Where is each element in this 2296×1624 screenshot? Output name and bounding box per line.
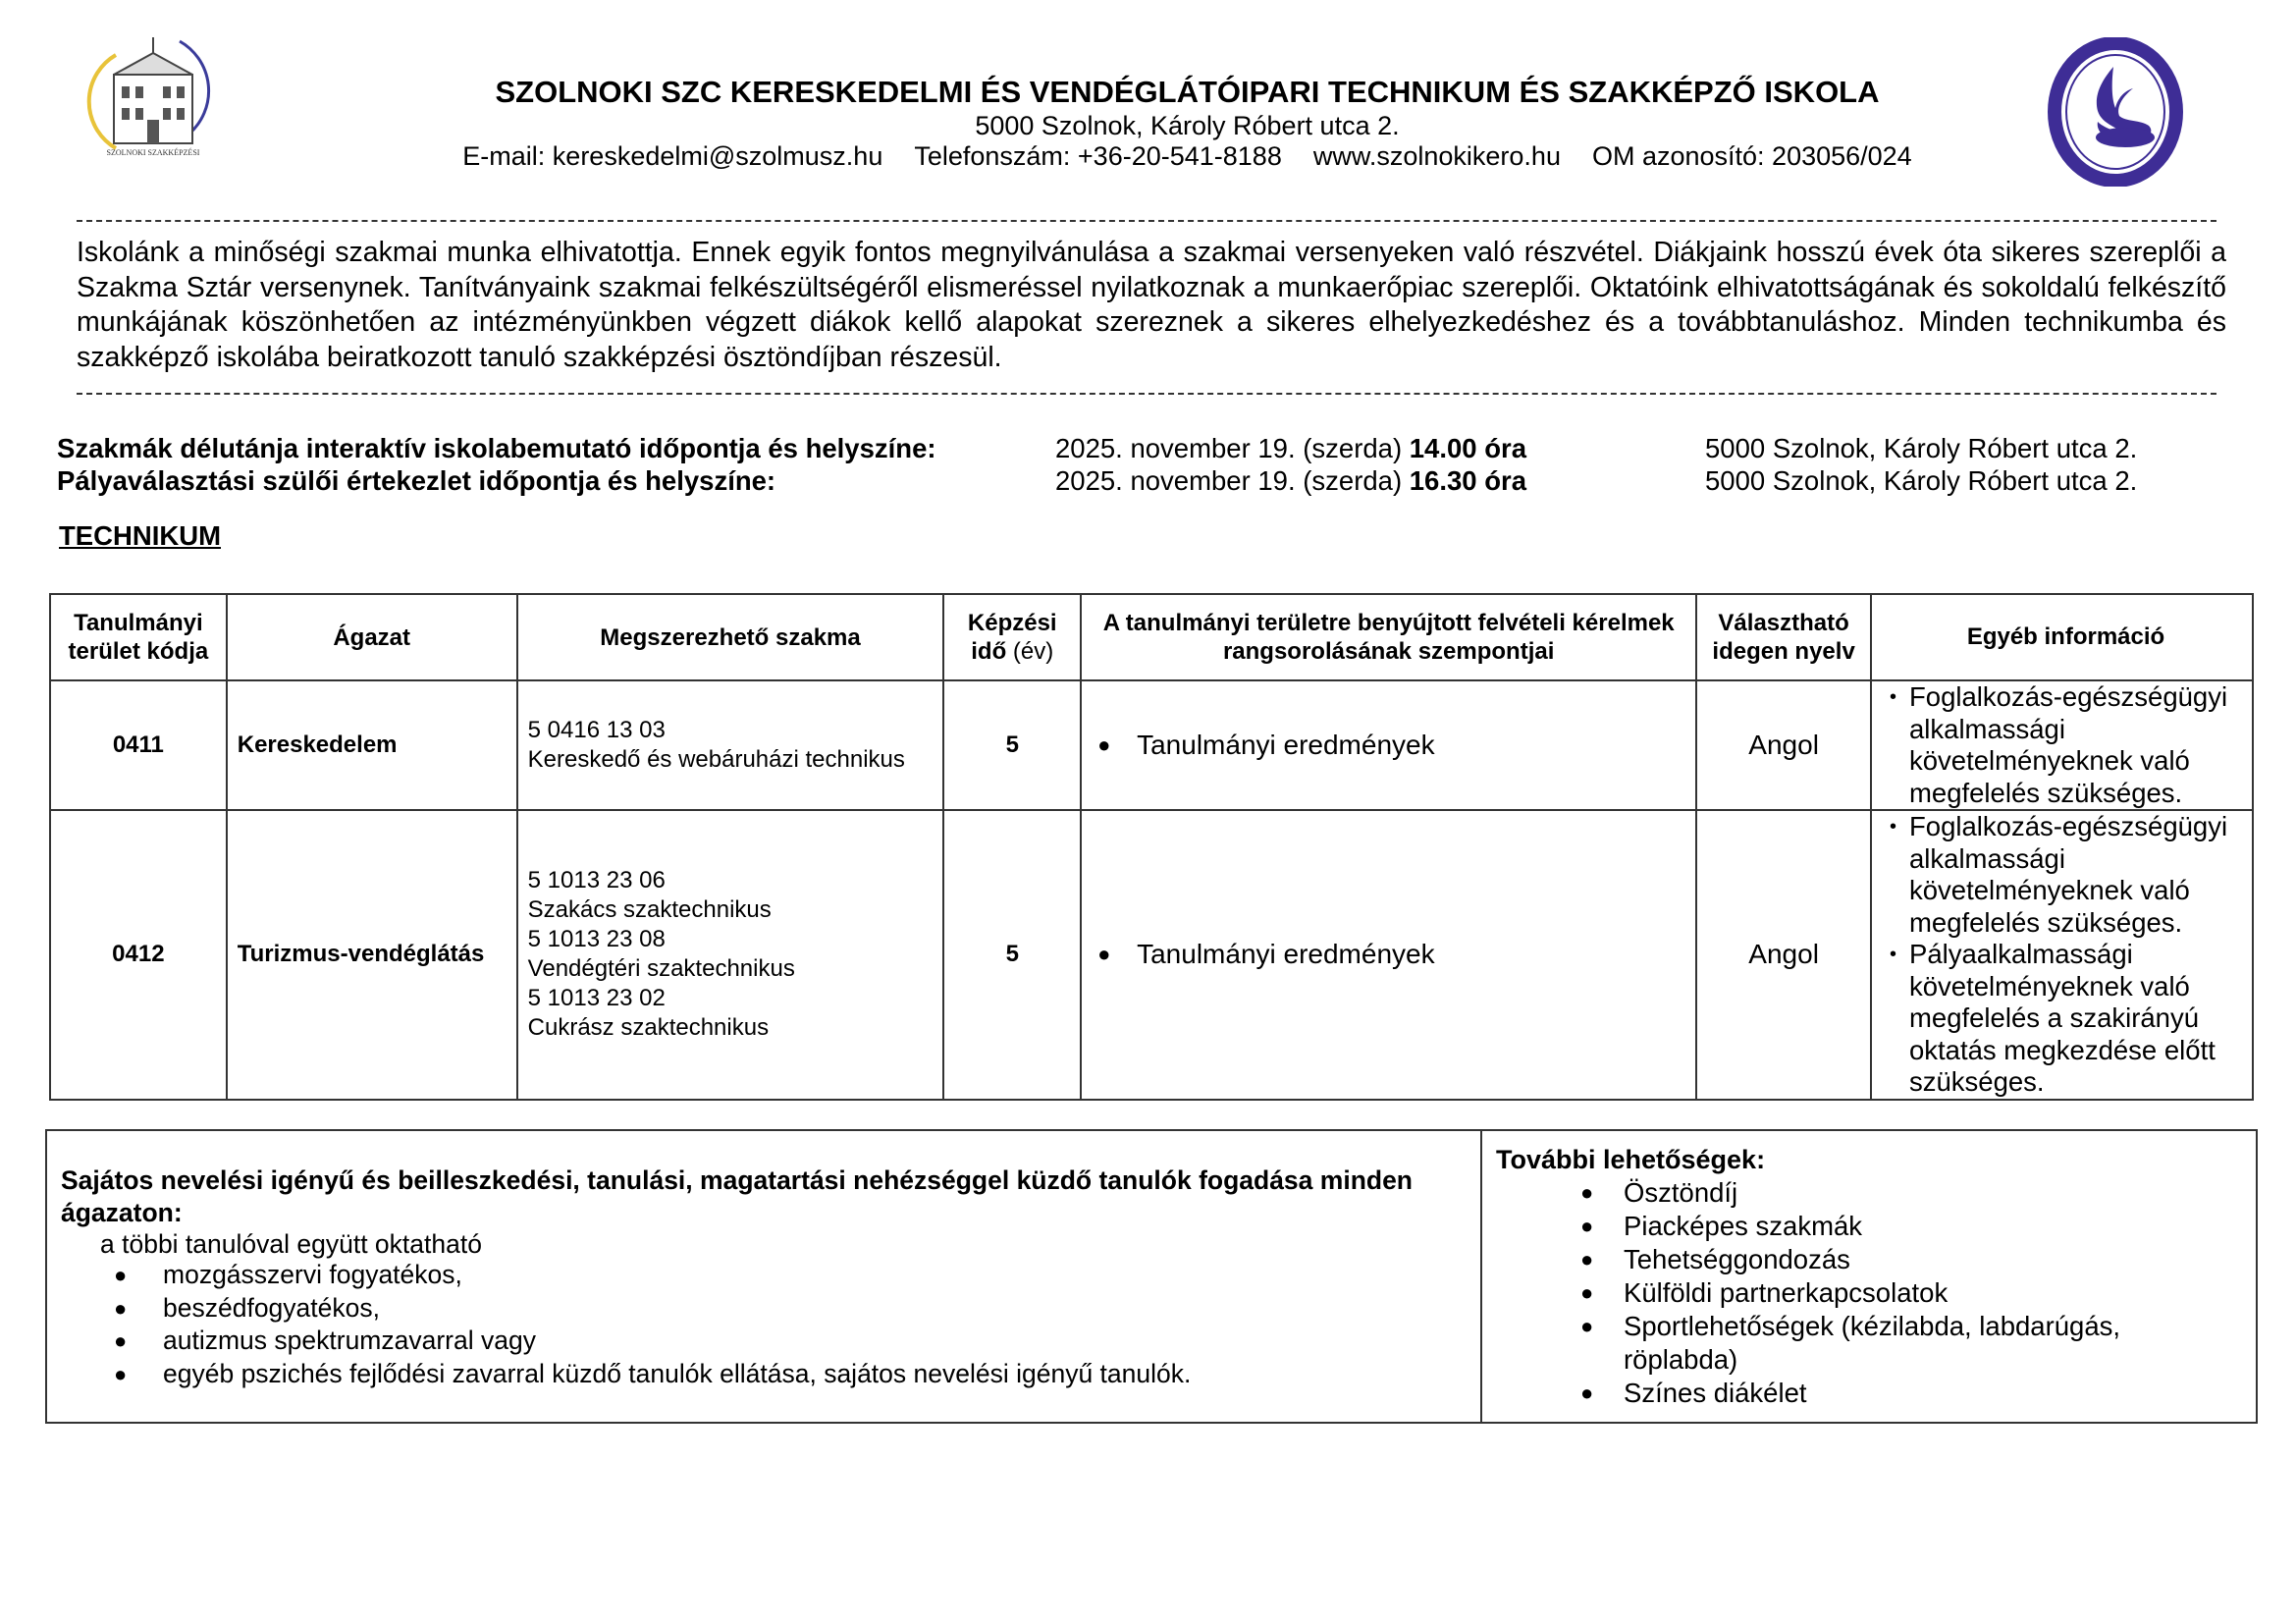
cell-profession — [517, 810, 944, 1100]
profession-name: Szakács szaktechnikus — [527, 896, 772, 924]
list-item-text: Külföldi partnerkapcsolatok — [1624, 1277, 1949, 1308]
school-address: 5000 Szolnok, Károly Róbert utca 2. — [975, 111, 1400, 140]
list-item-text: Tehetséggondozás — [1624, 1244, 1850, 1274]
cell-sector: Turizmus-vendéglátás — [227, 810, 517, 1100]
list-item-text: egyéb pszichés fejlődési zavarral küzdő tanulók ellátása, sajátos nevelési igényű tanulók. — [163, 1358, 1192, 1388]
bullet-icon: ● — [114, 1263, 128, 1287]
dashed-divider — [77, 393, 2216, 395]
table-row — [50, 810, 2253, 1100]
list-item-text: Piacképes szakmák — [1624, 1211, 1863, 1241]
event-date — [1055, 432, 1705, 464]
list-item-text: autizmus spektrumzavarral vagy — [163, 1326, 536, 1355]
profession-name: Cukrász szaktechnikus — [527, 1014, 770, 1042]
profession-code: 5 1013 23 08 — [527, 926, 666, 953]
list-item-text: mozgásszervi fogyatékos, — [163, 1260, 462, 1289]
event-place: 5000 Szolnok, Károly Róbert utca 2. — [1705, 433, 2138, 463]
school-name: SZOLNOKI SZC KERESKEDELMI ÉS VENDÉGLÁTÓIPARI TECHNIKUM ÉS SZAKKÉPZŐ ISKOLA — [495, 75, 1880, 109]
bullet-icon: ● — [1097, 732, 1111, 757]
info-text: Foglalkozás-egészségügyi alkalmassági követelményeknek való megfelelés szükséges. — [1909, 681, 2228, 808]
list-item — [114, 1325, 1191, 1358]
bullet-icon: ● — [1097, 942, 1111, 967]
event-place: 5000 Szolnok, Károly Róbert utca 2. — [1705, 465, 2138, 496]
list-item — [1580, 1310, 2130, 1377]
event-date-text: 2025. november 19. (szerda) — [1055, 433, 1403, 463]
cell-criteria — [1081, 810, 1696, 1100]
cell-code: 0411 — [50, 680, 227, 810]
cell-profession — [517, 680, 944, 810]
profession-name: Kereskedő és webáruházi technikus — [527, 746, 905, 773]
header-criteria: A tanulmányi területre benyújtott felvételi kérelmek rangsorolásának szempontjai — [1081, 594, 1696, 680]
bullet-icon: ● — [1580, 1280, 1594, 1305]
bullet-icon: ● — [1580, 1247, 1594, 1272]
bullet-icon: ● — [114, 1361, 128, 1386]
event-row — [57, 432, 2137, 464]
criteria-text: Tanulmányi eredmények — [1137, 730, 1435, 760]
list-item-text: Színes diákélet — [1624, 1378, 1807, 1408]
email-link[interactable]: E-mail: kereskedelmi@szolmusz.hu — [462, 141, 883, 171]
school-logo-right — [2047, 37, 2184, 187]
section-title: TECHNIKUM — [59, 520, 221, 551]
cell-info — [1871, 680, 2253, 810]
bullet-icon: ● — [114, 1295, 128, 1321]
special-needs-title: Sajátos nevelési igényű és beilleszkedési, tanulási, magatartási nehézséggel küzdő tanulók fogadása minden ágazaton: — [61, 1165, 1413, 1227]
info-item — [1890, 811, 2242, 939]
bullet-icon: • — [1890, 944, 1897, 965]
list-item — [114, 1259, 1191, 1292]
bullet-icon: ● — [1580, 1380, 1594, 1405]
profession-code: 5 0416 13 03 — [527, 717, 666, 743]
header-language: Választható idegen nyelv — [1696, 594, 1871, 680]
header-code: Tanulmányi terület kódja — [50, 594, 227, 680]
list-item — [1580, 1377, 2130, 1410]
info-item — [1890, 939, 2242, 1099]
special-needs-panel — [47, 1131, 1482, 1422]
list-item — [1580, 1176, 2130, 1210]
list-item — [114, 1292, 1191, 1326]
cell-duration: 5 — [943, 810, 1081, 1100]
info-item — [1890, 681, 2242, 809]
bullet-icon: • — [1890, 686, 1897, 708]
cell-language: Angol — [1696, 680, 1871, 810]
list-item-text: Ösztöndíj — [1624, 1177, 1738, 1208]
cell-code: 0412 — [50, 810, 227, 1100]
contact-line — [39, 141, 2296, 172]
profession-code: 5 1013 23 06 — [527, 867, 666, 894]
event-time: 16.30 óra — [1409, 465, 1527, 496]
bullet-icon: ● — [114, 1328, 128, 1353]
special-needs-subtitle: a többi tanulóval együtt oktatható — [100, 1229, 482, 1259]
svg-text:SZOLNOKI SZAKKÉPZÉSI: SZOLNOKI SZAKKÉPZÉSI — [106, 148, 200, 157]
phone-number: Telefonszám: +36-20-541-8188 — [914, 141, 1282, 171]
special-needs-list — [114, 1259, 1191, 1390]
om-id: OM azonosító: 203056/024 — [1591, 141, 1912, 171]
cell-info — [1871, 810, 2253, 1100]
profession-name: Vendégtéri szaktechnikus — [527, 955, 795, 983]
event-time: 14.00 óra — [1409, 433, 1527, 463]
list-item — [1580, 1276, 2130, 1310]
cell-language: Angol — [1696, 810, 1871, 1100]
website-link[interactable]: www.szolnokikero.hu — [1312, 141, 1561, 171]
info-text: Foglalkozás-egészségügyi alkalmassági követelményeknek való megfelelés szükséges. — [1909, 811, 2228, 938]
list-item-text: beszédfogyatékos, — [163, 1292, 380, 1323]
additional-info-box — [45, 1129, 2258, 1424]
profession-code: 5 1013 23 02 — [527, 985, 666, 1012]
opportunities-panel — [1482, 1131, 2256, 1422]
events-list — [57, 432, 2137, 497]
list-item — [1580, 1243, 2130, 1276]
opportunities-title: További lehetőségek: — [1496, 1145, 1766, 1174]
list-item — [1580, 1210, 2130, 1243]
cell-duration: 5 — [943, 680, 1081, 810]
list-item-text: Sportlehetőségek (kézilabda, labdarúgás, röplabda) — [1624, 1311, 2121, 1375]
programs-table — [49, 593, 2254, 1101]
event-date-text: 2025. november 19. (szerda) — [1055, 465, 1403, 496]
dashed-divider — [77, 220, 2216, 222]
table-row — [50, 680, 2253, 810]
event-label: Pályaválasztási szülői értekezlet időpontja és helyszíne: — [57, 465, 776, 496]
header-sector: Ágazat — [227, 594, 517, 680]
criteria-text: Tanulmányi eredmények — [1137, 939, 1435, 970]
header-duration-label: Képzési idő — [967, 610, 1057, 665]
header-duration — [943, 594, 1081, 680]
bullet-icon: ● — [1580, 1314, 1594, 1338]
cell-criteria — [1081, 680, 1696, 810]
cell-sector: Kereskedelem — [227, 680, 517, 810]
intro-paragraph: Iskolánk a minőségi szakmai munka elhivatottja. Ennek egyik fontos megnyilvánulása a szakmai versenyeken való részvétel. Diákjaink hosszú évek óta sikeres szereplői a Szakma Sztár versenynek. Tanítványaink szakmai felkészültségéről elismeréssel nyilatkoznak a munkaerőpiac szereplői. Oktatóink elhivatottságának és sokoldalú felkészítő munkájának köszönhetően az intézményünkben végzett diákok kellő alapokat szereznek a sikeres elhelyezkedéshez és a továbbtanuláshoz. Minden technikumba és szakképző iskolába beiratkozott tanuló szakképzési ösztöndíjban részesül. — [77, 237, 2226, 373]
event-date — [1055, 464, 1705, 497]
bullet-icon: ● — [1580, 1214, 1594, 1238]
header-info: Egyéb információ — [1871, 594, 2253, 680]
opportunities-list — [1580, 1176, 2130, 1410]
list-item — [114, 1358, 1191, 1391]
event-row — [57, 464, 2137, 497]
bullet-icon: • — [1890, 816, 1897, 838]
header-profession: Megszerezhető szakma — [517, 594, 944, 680]
table-header-row — [50, 594, 2253, 680]
header-duration-unit: (év) — [1012, 638, 1054, 665]
bullet-icon: ● — [1580, 1180, 1594, 1205]
info-text: Pályaalkalmassági követelményeknek való megfelelés a szakirányú oktatás megkezdése előtt szükséges. — [1909, 939, 2216, 1097]
event-label: Szakmák délutánja interaktív iskolabemutató időpontja és helyszíne: — [57, 433, 936, 463]
